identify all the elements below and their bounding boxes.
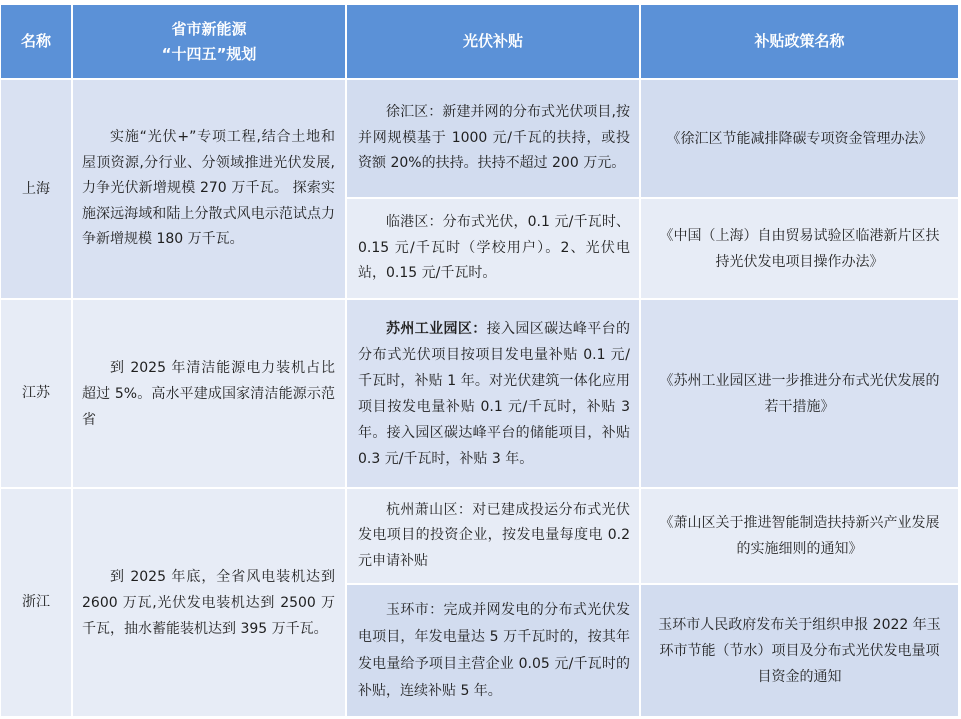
subsidy-text	[358, 498, 630, 575]
subsidy-cell-yuhuan	[347, 585, 639, 716]
subsidy-cell-xuhui	[347, 80, 639, 197]
subsidy-body: 完成并网发电的分布式光伏发电项目，年发电量达 5 万千瓦时的，按其年发电量给予项目主营企业 0.05 元/千瓦时的补贴，连续补贴 5 年。	[358, 601, 630, 699]
policy-name: 玉环市人民政府发布关于组织申报 2022 年玉环市节能（节水）项目及分布式光伏发电量项目资金的通知	[658, 616, 941, 685]
policy-cell-hangzhou	[641, 489, 958, 583]
policy-name: 《萧山区关于推进智能制造扶持新兴产业发展的实施细则的通知》	[659, 515, 940, 557]
province-cell-zhejiang	[1, 489, 71, 716]
subsidy-cell-lingang	[347, 199, 639, 298]
policy-name: 《中国（上海）自由贸易试验区临港新片区扶持光伏发电项目操作办法》	[659, 227, 940, 270]
province-name: 上海	[22, 180, 50, 197]
subsidy-body: 对已建成投运分布式光伏发电项目的投资企业，按发电量每度电 0.2 元申请补贴	[358, 501, 630, 569]
subsidy-cell-hangzhou	[347, 489, 639, 583]
province-cell-jiangsu	[1, 300, 71, 487]
subsidy-lead: 玉环市：	[386, 601, 444, 618]
header-subsidy-label: 光伏补贴	[462, 32, 523, 50]
policy-cell-xuhui	[641, 80, 958, 197]
header-policy-label: 补贴政策名称	[754, 32, 845, 50]
plan-cell-shanghai	[73, 80, 345, 298]
plan-cell-jiangsu	[73, 300, 345, 487]
header-plan-line2: “十四五”规划	[161, 44, 257, 63]
subsidy-text	[358, 316, 630, 472]
header-name-label: 名称	[20, 32, 51, 50]
header-plan-line1: 省市新能源	[171, 19, 247, 38]
header-subsidy	[347, 5, 639, 78]
province-name: 浙江	[22, 594, 50, 610]
subsidy-text	[358, 210, 630, 287]
policy-name: 《苏州工业园区进一步推进分布式光伏发展的若干措施》	[659, 372, 940, 415]
plan-text: 实施“光伏+”专项工程,结合土地和屋顶资源,分行业、分领域推进光伏发展,力争光伏新增规模 270 万千瓦。 探索实施深远海域和陆上分散式风电示范试点力争新增规模 180 万千瓦。	[82, 129, 335, 248]
header-policy	[641, 5, 958, 78]
policy-name: 《徐汇区节能减排降碳专项资金管理办法》	[666, 130, 933, 147]
subsidy-body: 接入园区碳达峰平台的分布式光伏项目按项目发电量补贴 0.1 元/千瓦时，补贴 1 年。对光伏建筑一体化应用项目按发电量补贴 0.1 元/千瓦时，补贴 3 年。接入园区碳达峰平台的储能项目，补贴 0.3 元/千瓦时，补贴 3 年。	[358, 320, 630, 467]
subsidy-lead: 杭州萧山区：	[386, 501, 473, 518]
plan-text: 到 2025 年清洁能源电力装机占比超过 5%。高水平建成国家清洁能源示范省	[82, 359, 335, 428]
subsidy-cell-suzhou	[347, 300, 639, 487]
plan-cell-zhejiang	[73, 489, 345, 716]
subsidy-lead: 临港区：	[386, 214, 443, 231]
subsidy-body: 分布式光伏，0.1 元/千瓦时、0.15 元/千瓦时（学校用户）。2、光伏电站，0.15 元/千瓦时。	[358, 214, 630, 282]
policy-cell-lingang	[641, 199, 958, 298]
policy-cell-yuhuan	[641, 585, 958, 716]
policy-cell-suzhou	[641, 300, 958, 487]
subsidy-text	[358, 597, 630, 705]
subsidy-lead: 徐汇区：	[386, 104, 443, 121]
subsidy-lead: 苏州工业园区：	[386, 320, 487, 337]
subsidy-text	[358, 100, 630, 177]
province-name: 江苏	[22, 385, 50, 401]
header-name	[1, 5, 71, 78]
header-plan	[73, 5, 345, 78]
subsidy-body: 新建并网的分布式光伏项目,按并网规模基于 1000 元/千瓦的扶持，或投资额 20%的扶持。扶持不超过 200 万元。	[358, 104, 631, 172]
plan-text: 到 2025 年底，全省风电装机达到 2600 万瓦,光伏发电装机达到 2500 万千瓦，抽水蓄能装机达到 395 万千瓦。	[82, 568, 335, 637]
province-cell-shanghai	[1, 80, 71, 298]
